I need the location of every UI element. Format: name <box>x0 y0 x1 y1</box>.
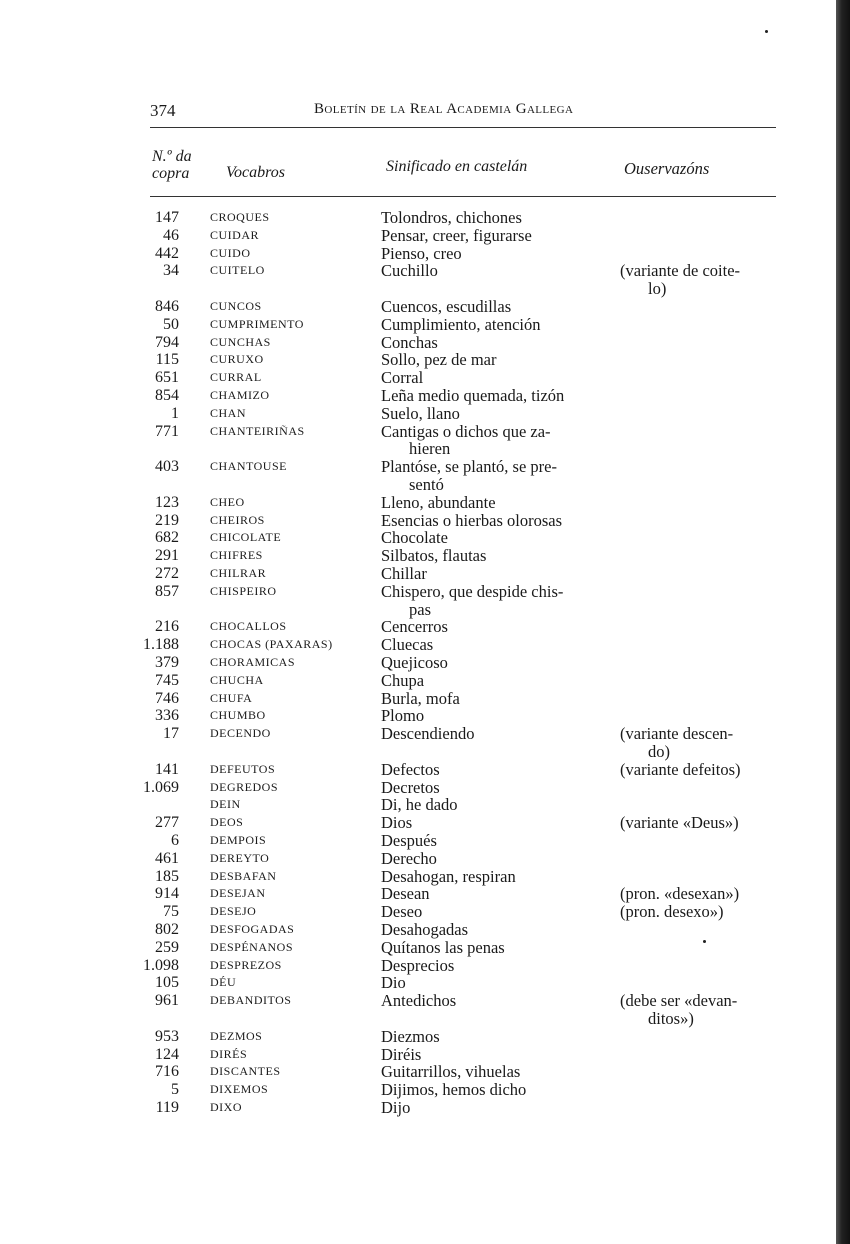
copra-number: 961 <box>155 992 179 1010</box>
meaning-cell <box>381 547 609 565</box>
meaning-cell <box>381 369 609 387</box>
vocabro-word: CHAMIZO <box>210 388 270 402</box>
meaning-text: Guitarrillos, vihuelas <box>381 1062 521 1082</box>
meaning-cell <box>381 850 609 868</box>
vocabro-word: DEZMOS <box>210 1028 263 1043</box>
vocabro-word: DÉU <box>210 975 237 990</box>
copra-number: 854 <box>155 387 179 404</box>
vocabro-word: CHILRAR <box>210 566 267 580</box>
vocabro-word: CHOCALLOS <box>210 619 287 634</box>
copra-number: 219 <box>155 511 179 529</box>
meaning-text: Dijo <box>381 1098 411 1117</box>
observation-continuation: do) <box>648 741 670 761</box>
meaning-cell <box>381 725 609 743</box>
observation-text: (variante de coite- <box>620 261 741 281</box>
meaning-cell <box>381 636 609 654</box>
meaning-cell <box>381 957 609 975</box>
copra-number: 846 <box>155 298 179 315</box>
meaning-cell <box>381 405 609 423</box>
meaning-cell <box>381 565 609 583</box>
meaning-text: Desean <box>381 884 430 904</box>
vocabro-word: CHAN <box>210 405 247 420</box>
meaning-text: Pienso, creo <box>381 243 462 263</box>
meaning-text: Quejicoso <box>381 653 448 672</box>
copra-number: 147 <box>155 209 179 226</box>
meaning-cell <box>381 921 609 939</box>
table-row <box>0 1081 850 1099</box>
meaning-text: Cluecas <box>381 635 434 655</box>
meaning-cell <box>381 939 609 957</box>
observation-cell <box>620 262 778 298</box>
table-row <box>0 245 850 263</box>
meaning-cell <box>381 387 609 405</box>
copra-number: 403 <box>155 458 179 476</box>
meaning-text: Cumplimiento, atención <box>381 314 541 334</box>
vocabro-word: CHICOLATE <box>210 530 282 545</box>
meaning-text: Suelo, llano <box>381 403 460 423</box>
meaning-text: Di, he dado <box>381 795 458 815</box>
vocabro-word: CHUFA <box>210 690 253 705</box>
meaning-cell <box>381 885 609 903</box>
copra-number: 75 <box>163 903 179 921</box>
meaning-cell <box>381 1063 609 1081</box>
copra-number: 123 <box>155 493 179 511</box>
observation-text: (variante descen- <box>620 724 734 744</box>
meaning-text: Diezmos <box>381 1026 440 1046</box>
meaning-cell <box>381 796 609 814</box>
table-row <box>0 316 850 334</box>
copra-number: 5 <box>171 1081 179 1099</box>
observation-text: (pron. «desexan») <box>620 884 740 904</box>
meaning-cell <box>381 1099 609 1117</box>
meaning-text: Cantigas o dichos que za- <box>381 421 551 441</box>
header-rule <box>150 196 776 197</box>
meaning-cell <box>381 227 609 245</box>
meaning-text: Diréis <box>381 1044 422 1064</box>
observation-text: (debe ser «devan- <box>620 991 738 1011</box>
copra-number: 771 <box>155 422 179 440</box>
table-row <box>0 1028 850 1046</box>
vocabro-word: CROQUES <box>210 210 270 224</box>
vocabro-word: CHUMBO <box>210 708 266 723</box>
vocabro-word: CUNCHAS <box>210 334 271 349</box>
meaning-text: Leña medio quemada, tizón <box>381 386 565 405</box>
vocabro-word: DEBANDITOS <box>210 993 292 1008</box>
copra-number: 1.098 <box>143 956 179 974</box>
meaning-cell <box>381 423 609 459</box>
meaning-cell <box>381 494 609 512</box>
meaning-cell <box>381 334 609 352</box>
vocabro-word: CUITELO <box>210 263 265 278</box>
table-row <box>0 209 850 227</box>
meaning-text: Decretos <box>381 777 440 797</box>
copra-number: 34 <box>163 262 179 280</box>
table-row <box>0 885 850 903</box>
vocabro-word: DESBAFAN <box>210 868 277 883</box>
observation-cell <box>620 761 778 779</box>
meaning-text: Quítanos las penas <box>381 937 505 957</box>
table-row <box>0 334 850 352</box>
table-row <box>0 654 850 672</box>
observation-continuation: ditos») <box>648 1008 694 1028</box>
table-row <box>0 494 850 512</box>
copra-number: 1 <box>171 404 179 422</box>
meaning-cell <box>381 1046 609 1064</box>
vocabro-word: DEOS <box>210 815 244 830</box>
meaning-text: Esencias o hierbas olorosas <box>381 510 562 530</box>
vocabro-word: CUMPRIMENTO <box>210 316 304 331</box>
vocabro-word: DIXEMOS <box>210 1082 269 1097</box>
table-row <box>0 227 850 245</box>
vocabro-word: CHISPEIRO <box>210 583 277 598</box>
meaning-text: Conchas <box>381 332 438 352</box>
meaning-cell <box>381 298 609 316</box>
meaning-continuation: sentó <box>409 474 444 494</box>
vocabro-word: DESFOGADAS <box>210 922 295 936</box>
copra-number: 379 <box>155 654 179 671</box>
table-row <box>0 903 850 921</box>
scan-speck <box>765 30 768 33</box>
vocabro-word: DISCANTES <box>210 1064 281 1079</box>
meaning-text: Lleno, abundante <box>381 492 496 512</box>
observation-cell <box>620 992 778 1028</box>
copra-number: 17 <box>163 725 179 743</box>
meaning-text: Dijimos, hemos dicho <box>381 1080 527 1100</box>
vocabro-word: DEFEUTOS <box>210 761 276 776</box>
copra-number: 442 <box>155 244 179 262</box>
meaning-cell <box>381 690 609 708</box>
meaning-cell <box>381 209 609 227</box>
top-rule <box>150 127 776 128</box>
table-row <box>0 547 850 565</box>
meaning-text: Después <box>381 831 437 850</box>
meaning-text: Chillar <box>381 564 427 583</box>
meaning-text: Descendiendo <box>381 724 475 744</box>
meaning-text: Dio <box>381 973 406 993</box>
table-row <box>0 868 850 886</box>
copra-number: 124 <box>155 1045 179 1063</box>
scan-speck <box>703 940 706 943</box>
meaning-text: Desprecios <box>381 955 455 975</box>
meaning-text: Silbatos, flautas <box>381 546 487 566</box>
meaning-text: Defectos <box>381 759 440 779</box>
meaning-continuation: hieren <box>409 439 451 459</box>
table-row <box>0 921 850 939</box>
copra-number: 1.069 <box>143 778 179 796</box>
vocabro-word: CURRAL <box>210 370 262 385</box>
meaning-text: Dios <box>381 813 413 833</box>
table-row <box>0 725 850 761</box>
vocabro-word: DEGREDOS <box>210 779 279 794</box>
table-row <box>0 761 850 779</box>
meaning-cell <box>381 316 609 334</box>
copra-number: 746 <box>155 689 179 707</box>
meaning-cell <box>381 832 609 850</box>
copra-number: 185 <box>155 867 179 885</box>
vocabro-word: CHOCAS (PAXARAS) <box>210 637 333 652</box>
table-row <box>0 779 850 797</box>
copra-number: 336 <box>155 707 179 725</box>
meaning-text: Chupa <box>381 670 425 690</box>
meaning-text: Corral <box>381 368 424 388</box>
meaning-cell <box>381 761 609 779</box>
vocabro-word: CUIDAR <box>210 227 260 242</box>
observation-text: (variante «Deus») <box>620 813 739 833</box>
meaning-cell <box>381 672 609 690</box>
meaning-continuation: pas <box>409 599 431 619</box>
meaning-text: Sollo, pez de mar <box>381 350 497 370</box>
copra-number: 105 <box>155 974 179 992</box>
observation-continuation: lo) <box>648 279 667 299</box>
vocabro-word: CUNCOS <box>210 299 262 313</box>
copra-number: 115 <box>155 351 179 369</box>
meaning-cell <box>381 707 609 725</box>
meaning-text: Chocolate <box>381 528 448 548</box>
meaning-cell <box>381 903 609 921</box>
header-sinificado: Sinificado en castelán <box>386 158 528 175</box>
vocabro-word: DESPREZOS <box>210 957 282 972</box>
table-row <box>0 1046 850 1064</box>
vocabro-word: CHUCHA <box>210 672 264 687</box>
table-row <box>0 707 850 725</box>
vocabro-word: CHIFRES <box>210 548 263 563</box>
table-row <box>0 814 850 832</box>
observation-text: (pron. desexo») <box>620 902 724 922</box>
copra-number: 745 <box>155 671 179 689</box>
vocabro-word: CURUXO <box>210 352 264 367</box>
table-row <box>0 262 850 298</box>
vocabro-word: DIRÉS <box>210 1046 248 1061</box>
meaning-text: Plantóse, se plantó, se pre- <box>381 457 557 477</box>
copra-number: 682 <box>155 529 179 547</box>
vocabro-word: DESEJAN <box>210 886 266 901</box>
vocabro-word: CHANTOUSE <box>210 459 287 474</box>
meaning-cell <box>381 992 609 1010</box>
meaning-cell <box>381 262 609 280</box>
meaning-cell <box>381 1081 609 1099</box>
meaning-text: Cencerros <box>381 617 448 637</box>
table-row <box>0 458 850 494</box>
meaning-cell <box>381 458 609 494</box>
table-row <box>0 369 850 387</box>
table-row <box>0 405 850 423</box>
copra-number: 1.188 <box>143 636 179 654</box>
meaning-cell <box>381 779 609 797</box>
table-row <box>0 351 850 369</box>
table-row <box>0 992 850 1028</box>
meaning-text: Burla, mofa <box>381 688 460 708</box>
vocabro-word: DESPÉNANOS <box>210 939 294 954</box>
vocabro-word: CHEO <box>210 494 245 509</box>
copra-number: 716 <box>155 1063 179 1081</box>
vocabro-word: CHORAMICAS <box>210 655 296 669</box>
observation-text: (variante defeitos) <box>620 759 741 779</box>
copra-number: 50 <box>163 315 179 333</box>
meaning-cell <box>381 868 609 886</box>
meaning-text: Cuchillo <box>381 261 438 281</box>
table-row <box>0 850 850 868</box>
copra-number: 216 <box>155 618 179 636</box>
meaning-cell <box>381 1028 609 1046</box>
table-row <box>0 583 850 619</box>
vocabro-word: DIXO <box>210 1100 242 1114</box>
vocabro-word: DECENDO <box>210 726 271 741</box>
meaning-text: Desahogadas <box>381 920 469 939</box>
running-head: Boletín de la Real Academia Gallega <box>314 101 574 117</box>
meaning-cell <box>381 618 609 636</box>
copra-number: 461 <box>155 849 179 867</box>
meaning-text: Pensar, creer, figurarse <box>381 225 532 245</box>
copra-number: 953 <box>155 1027 179 1045</box>
meaning-cell <box>381 529 609 547</box>
copra-number: 857 <box>155 582 179 600</box>
copra-number: 119 <box>155 1099 179 1116</box>
table-row <box>0 618 850 636</box>
vocabro-word: DEMPOIS <box>210 833 267 847</box>
meaning-text: Derecho <box>381 848 437 868</box>
meaning-cell <box>381 974 609 992</box>
scan-edge <box>836 0 850 1244</box>
vocabro-word: CHANTEIRIÑAS <box>210 423 305 438</box>
vocabro-word: DEREYTO <box>210 850 270 865</box>
meaning-cell <box>381 512 609 530</box>
copra-number: 914 <box>155 885 179 903</box>
meaning-text: Antedichos <box>381 991 457 1011</box>
meaning-text: Plomo <box>381 706 425 726</box>
observation-cell <box>620 814 778 832</box>
copra-number: 259 <box>155 938 179 956</box>
header-copra: N.º da copra <box>152 148 192 182</box>
meaning-text: Tolondros, chichones <box>381 208 522 227</box>
vocabro-word: CHEIROS <box>210 512 265 527</box>
table-row <box>0 690 850 708</box>
copra-number: 651 <box>155 369 179 387</box>
vocabro-word: DEIN <box>210 797 241 812</box>
copra-number: 141 <box>155 760 179 778</box>
observation-cell <box>620 885 778 903</box>
table-row <box>0 974 850 992</box>
table-row <box>0 1099 850 1117</box>
copra-number: 291 <box>155 547 179 565</box>
table-row <box>0 565 850 583</box>
observation-cell <box>620 903 778 921</box>
copra-number: 794 <box>155 333 179 351</box>
meaning-cell <box>381 351 609 369</box>
table-row <box>0 298 850 316</box>
table-row <box>0 796 850 814</box>
meaning-cell <box>381 654 609 672</box>
page-number: 374 <box>150 101 176 120</box>
copra-number: 272 <box>155 565 179 582</box>
table-row <box>0 672 850 690</box>
table-row <box>0 529 850 547</box>
table-row <box>0 423 850 459</box>
table-row <box>0 832 850 850</box>
meaning-cell <box>381 245 609 263</box>
table-row <box>0 512 850 530</box>
copra-number: 6 <box>171 832 179 849</box>
vocabro-word: CUIDO <box>210 245 251 260</box>
meaning-text: Chispero, que despide chis- <box>381 581 564 601</box>
table-row <box>0 387 850 405</box>
table-row <box>0 1063 850 1081</box>
vocabro-word: DESEJO <box>210 904 257 919</box>
meaning-text: Desahogan, respiran <box>381 866 516 886</box>
copra-number: 802 <box>155 921 179 938</box>
copra-number: 46 <box>163 226 179 244</box>
table-row <box>0 957 850 975</box>
table-row <box>0 636 850 654</box>
table-row <box>0 939 850 957</box>
meaning-cell <box>381 583 609 619</box>
meaning-cell <box>381 814 609 832</box>
meaning-text: Deseo <box>381 902 423 922</box>
header-observazons: Ouservazóns <box>624 159 710 178</box>
meaning-text: Cuencos, escudillas <box>381 297 512 316</box>
header-vocabros: Vocabros <box>226 164 285 181</box>
copra-number: 277 <box>155 814 179 832</box>
observation-cell <box>620 725 778 761</box>
